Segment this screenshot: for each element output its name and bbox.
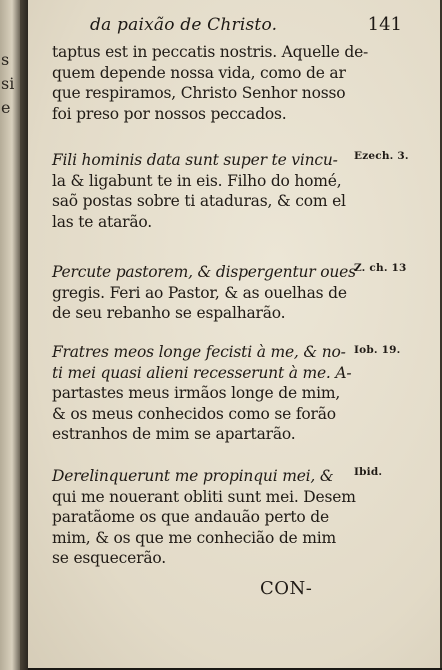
text-line: partastes meus irmãos longe de mim, bbox=[52, 384, 341, 402]
text-line: paratãome os que andauão perto de bbox=[52, 508, 329, 526]
running-title: da paixão de Christo. bbox=[90, 15, 278, 35]
text-line: estranhos de mim se apartarão. bbox=[52, 425, 296, 443]
text-line: ti mei quasi alieni recesserunt à me. A- bbox=[52, 363, 352, 382]
text-line: la & ligabunt te in eis. Filho do homé, bbox=[52, 171, 342, 190]
text-line: mim, & os que me conhecião de mim bbox=[52, 528, 337, 547]
previous-page-edge bbox=[0, 0, 20, 670]
margin-note: Iob. 19. bbox=[354, 344, 401, 356]
prev-page-fragment: e bbox=[1, 98, 11, 117]
text-line: saõ postas sobre ti ataduras, & com el bbox=[52, 192, 346, 210]
margin-note: Z. ch. 13 bbox=[354, 262, 407, 274]
text-line: se esquecerão. bbox=[52, 549, 166, 567]
text-line: gregis. Feri ao Pastor, & as ouelhas de bbox=[52, 283, 347, 302]
text-line: Fratres meos longe fecisti à me, & no- bbox=[52, 343, 346, 361]
running-header bbox=[90, 14, 402, 38]
text-line: foi preso por nossos peccados. bbox=[52, 104, 287, 123]
text-line: Percute pastorem, & dispergentur oues bbox=[52, 263, 356, 281]
text-line: de seu rebanho se espalharão. bbox=[52, 304, 286, 322]
text-line: & os meus conhecidos como se forão bbox=[52, 404, 336, 423]
text-line: Derelinquerunt me propinqui mei, & bbox=[52, 467, 334, 485]
margin-note: Ezech. 3. bbox=[354, 150, 409, 162]
paragraph bbox=[52, 262, 356, 324]
prev-page-fragment: s bbox=[1, 50, 10, 69]
paragraph bbox=[52, 150, 352, 232]
margin-note: Ibid. bbox=[354, 466, 383, 478]
text-line: que respiramos, Christo Senhor nosso bbox=[52, 84, 346, 102]
page-number: 141 bbox=[367, 14, 402, 35]
text-line: quem depende nossa vida, como de ar bbox=[52, 63, 346, 82]
prev-page-fragment: si bbox=[1, 74, 15, 93]
text-line: Fili hominis data sunt super te vincu- bbox=[52, 151, 338, 169]
text-line: las te atarão. bbox=[52, 212, 152, 231]
text-line: taptus est in peccatis nostris. Aquelle de- bbox=[52, 43, 369, 61]
paragraph bbox=[52, 342, 352, 445]
paragraph bbox=[52, 466, 356, 569]
book-gutter bbox=[20, 0, 28, 670]
paragraph bbox=[52, 42, 369, 124]
catchword: CON- bbox=[260, 578, 313, 599]
text-line: qui me nouerant obliti sunt mei. Desem bbox=[52, 487, 356, 506]
book-page bbox=[28, 0, 442, 668]
